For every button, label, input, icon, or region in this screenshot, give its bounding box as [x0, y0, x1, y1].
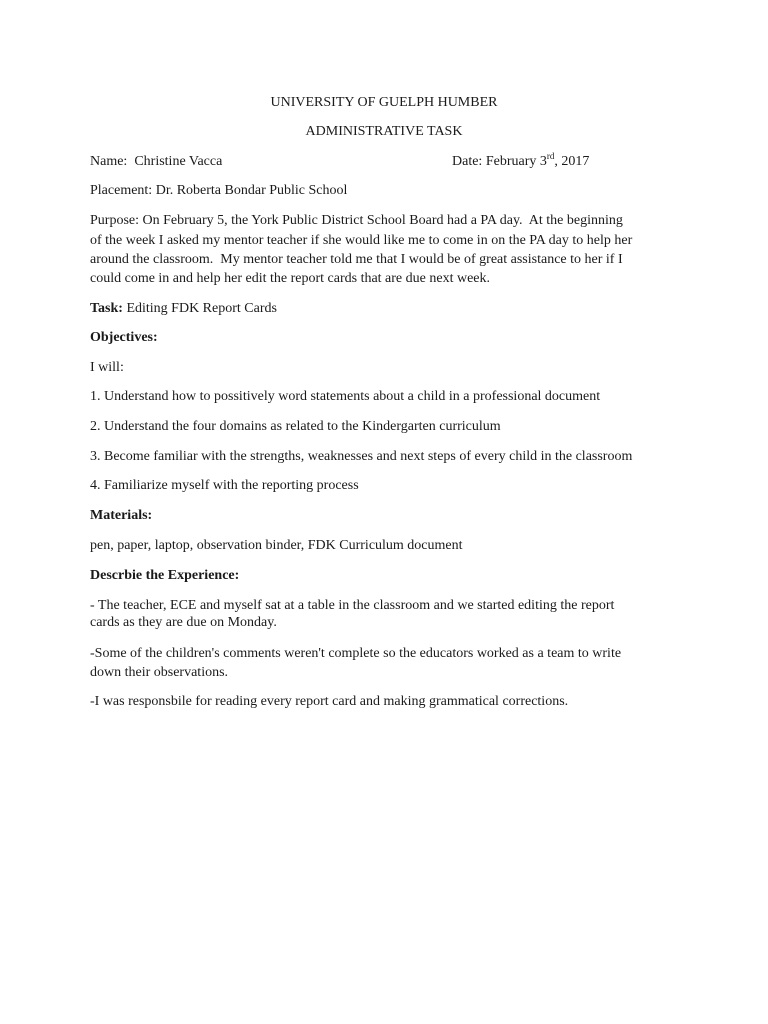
- materials-value: pen, paper, laptop, observation binder, FDK Curriculum document: [90, 538, 463, 553]
- date-month-day: February 3: [485, 154, 547, 169]
- university-title: UNIVERSITY OF GUELPH HUMBER: [270, 95, 498, 110]
- experience-p3-line-1: -I was responsbile for reading every report card and making grammatical corrections.: [90, 694, 569, 709]
- experience-p2-line-1: -Some of the children's comments weren't complete so the educators worked as a team to write: [90, 646, 622, 661]
- objective-item-2: 2. Understand the four domains as related to the Kindergarten curriculum: [90, 419, 501, 434]
- purpose-line-1: [90, 212, 623, 230]
- objective-item-1: 1. Understand how to possitively word statements about a child in a professional document: [90, 389, 601, 404]
- name-label: Name:: [90, 154, 128, 169]
- date-suffix: rd: [546, 151, 555, 161]
- experience-p2-line-2: down their observations.: [90, 665, 229, 680]
- task-line: [90, 300, 277, 318]
- date-label: Date:: [452, 154, 483, 169]
- task-value: Editing FDK Report Cards: [122, 301, 277, 316]
- purpose-text-1: On February 5, the York Public District School Board had a PA day. At the beginning: [139, 213, 623, 228]
- experience-p1-line-2: cards as they are due on Monday.: [90, 615, 277, 630]
- objective-item-4: 4. Familiarize myself with the reporting process: [90, 478, 359, 493]
- placement-label: Placement:: [90, 183, 153, 198]
- placement-line: [90, 182, 347, 200]
- experience-p1-line-1: - The teacher, ECE and myself sat at a table in the classroom and we started editing the report: [90, 598, 615, 613]
- purpose-line-3: around the classroom. My mentor teacher told me that I would be of great assistance to her if I: [90, 252, 623, 267]
- purpose-line-4: could come in and help her edit the report cards that are due next week.: [90, 271, 491, 286]
- name-line: [90, 153, 222, 171]
- task-title: ADMINISTRATIVE TASK: [305, 124, 463, 139]
- placement-value: Dr. Roberta Bondar Public School: [155, 183, 348, 198]
- objectives-intro: I will:: [90, 360, 124, 375]
- objectives-heading: Objectives:: [90, 330, 158, 345]
- date-line: [452, 153, 589, 171]
- experience-heading: Descrbie the Experience:: [90, 568, 240, 583]
- materials-heading: Materials:: [90, 508, 153, 523]
- task-label: Task:: [90, 301, 123, 316]
- objective-item-3: 3. Become familiar with the strengths, weaknesses and next steps of every child in the classroom: [90, 449, 633, 464]
- date-year: , 2017: [554, 154, 590, 169]
- purpose-label: Purpose:: [90, 213, 139, 228]
- name-value: Christine Vacca: [134, 154, 223, 169]
- purpose-line-2: of the week I asked my mentor teacher if she would like me to come in on the PA day to help her: [90, 233, 633, 248]
